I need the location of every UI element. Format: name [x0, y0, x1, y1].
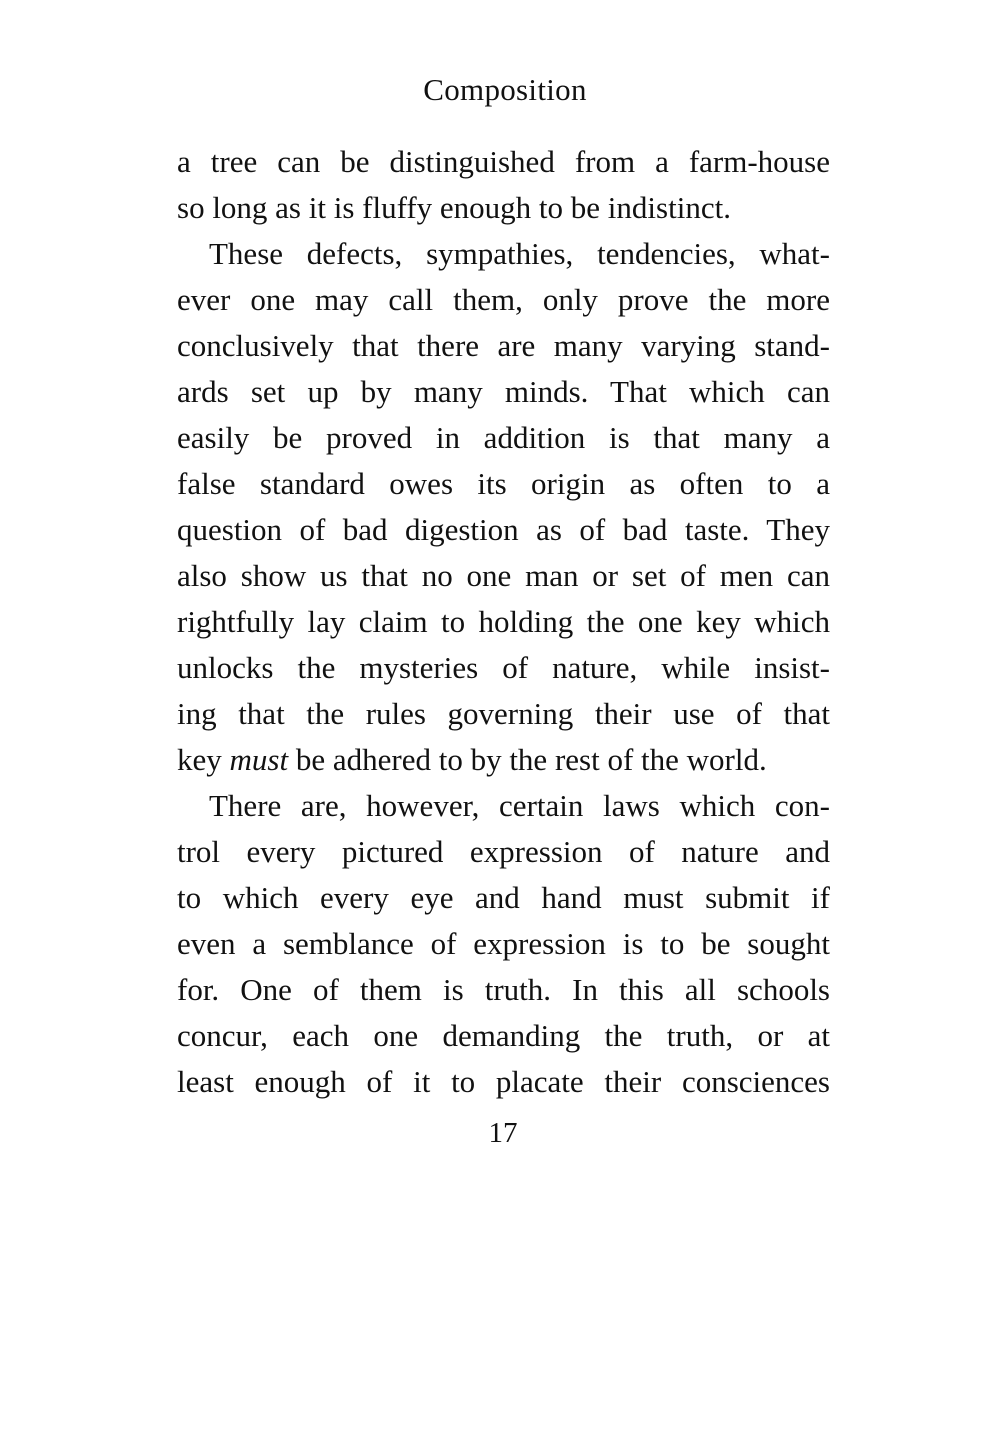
text-line: least enough of it to placate their consciences	[177, 1064, 830, 1099]
text-line: false standard owes its origin as often to a	[177, 466, 830, 501]
text-line: so long as it is fluffy enough to be indistinct.	[177, 190, 731, 225]
text-line: for. One of them is truth. In this all schools	[177, 972, 830, 1007]
text-line: even a semblance of expression is to be sought	[177, 926, 830, 961]
text-line: rightfully lay claim to holding the one key which	[177, 604, 830, 639]
emphasized-word: must	[229, 742, 289, 777]
text-line: These defects, sympathies, tendencies, what-	[209, 236, 830, 271]
running-head-title: Composition	[423, 72, 587, 107]
text-line: There are, however, certain laws which con-	[209, 788, 830, 823]
page-number: 17	[488, 1117, 518, 1149]
body-text	[177, 139, 830, 1105]
text-line: easily be proved in addition is that many a	[177, 420, 830, 455]
text-line: also show us that no one man or set of men can	[177, 558, 830, 593]
text-fragment: key	[177, 742, 230, 777]
paragraph-continuation	[177, 139, 830, 231]
text-line: unlocks the mysteries of nature, while insist-	[177, 650, 830, 685]
paragraph-laws	[177, 783, 830, 1105]
text-line: to which every eye and hand must submit if	[177, 880, 830, 915]
text-line: conclusively that there are many varying stand-	[177, 328, 830, 363]
text-line: ing that the rules governing their use of that	[177, 696, 830, 731]
text-line: concur, each one demanding the truth, or at	[177, 1018, 830, 1053]
text-line-with-emphasis	[177, 737, 830, 783]
text-fragment: be adhered to by the rest of the world.	[288, 742, 767, 777]
paragraph-defects	[177, 231, 830, 783]
text-line: ever one may call them, only prove the more	[177, 282, 830, 317]
text-line: trol every pictured expression of nature and	[177, 834, 830, 869]
text-line: ards set up by many minds. That which can	[177, 374, 830, 409]
text-line: a tree can be distinguished from a farm-house	[177, 144, 830, 179]
text-line: question of bad digestion as of bad taste. They	[177, 512, 830, 547]
